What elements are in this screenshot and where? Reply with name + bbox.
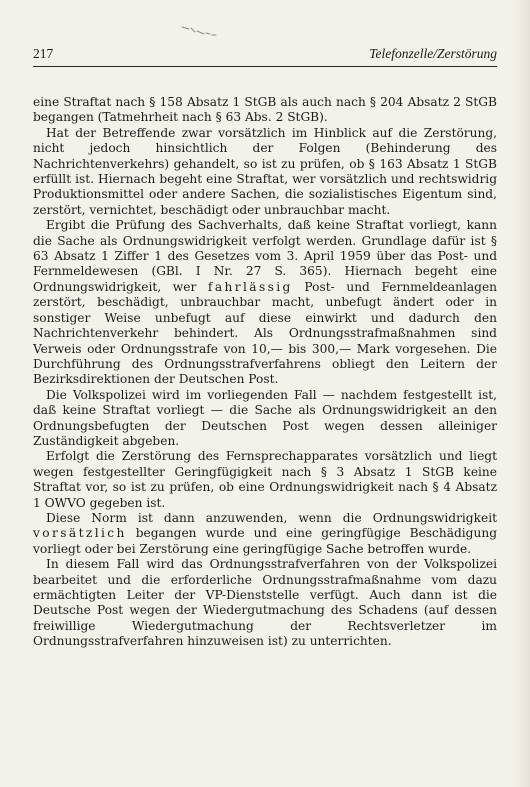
paragraph-3-text-a: Ergibt die Prüfung des Sachverhalts, daß keine Straftat vorliegt, kann die Sache als Ordnungswidrigkeit verfolgt werden. Grundlage dafür ist § 63 Absatz 1 Ziffer 1 des Gesetzes vom 3. April 1959 über das Post- und Fernmeldewesen (GBl. I Nr. 27 S. 365). Hiernach begeht eine Ordnungswidrigkeit, wer: [33, 218, 497, 294]
paragraph-7: [33, 557, 497, 649]
paragraph-1: [33, 95, 497, 126]
paragraph-6-text-b: begangen wurde und eine geringfügige Beschädigung vorliegt oder bei Zerstörung eine geringfügige Sache betroffen wurde.: [33, 526, 497, 556]
paragraph-2-text: Hat der Betreffende zwar vorsätzlich im Hinblick auf die Zerstörung, nicht jedoch hinsichtlich der Folgen (Behinderung des Nachrichtenverkehrs) gehandelt, so ist zu prüfen, ob § 163 Absatz 1 StGB erfüllt ist. Hiernach begeht eine Straftat, wer vorsätzlich und rechtswidrig Produktionsmittel oder andere Sachen, die sozialistisches Eigentum sind, zerstört, vernichtet, beschädigt oder unbrauchbar macht.: [33, 125, 497, 217]
emphasis-fahrlaessig: fahrlässig: [207, 279, 293, 294]
emphasis-vorsaetzlich: vorsätzlich: [33, 526, 127, 541]
paragraph-7-text: In diesem Fall wird das Ordnungsstrafverfahren von der Volkspolizei bearbeitet und die erforderliche Ordnungsstrafmaßnahme vom dazu ermächtigten Leiter der VP-Dienststelle verfügt. Auch dann ist die Deutsche Post wegen der Wiedergutmachung des Schadens (auf dessen freiwillige Wiedergutmachung der Rechtsverletzer im Ordnungsstrafverfahren hinzuweisen ist) zu unterrichten.: [33, 557, 497, 649]
page-number: 217: [33, 46, 54, 61]
paragraph-4-text: Die Volkspolizei wird im vorliegenden Fall — nachdem festgestellt ist, daß keine Straftat vorliegt — die Sache als Ordnungswidrigkeit an den Ordnungsbefugten der Deutschen Post wegen dessen alleiniger Zuständigkeit abgeben.: [33, 387, 497, 448]
body-text: [33, 95, 497, 650]
paragraph-5: [33, 449, 497, 511]
paragraph-5-text: Erfolgt die Zerstörung des Fernsprechapparates vorsätzlich und liegt wegen festgestellter Geringfügigkeit nach § 3 Absatz 1 StGB keine Straftat vor, so ist zu prüfen, ob eine Ordnungswidrigkeit nach § 4 Absatz 1 OWVO gegeben ist.: [33, 449, 497, 510]
paragraph-6: [33, 511, 497, 557]
ink-smudge: [180, 24, 222, 38]
running-title: Telefonzelle/Zerstörung: [369, 46, 497, 61]
page-edge-shadow: [512, 0, 530, 787]
paragraph-3: [33, 218, 497, 387]
page-header: [33, 46, 497, 67]
paragraph-6-text-a: Diese Norm ist dann anzuwenden, wenn die Ordnungswidrigkeit: [46, 510, 497, 525]
paragraph-3-text-b: Post- und Fernmeldeanlagen zerstört, beschädigt, unbrauchbar macht, unbefugt ändert oder in sonstiger Weise unbefugt auf diese einwirkt und dadurch den Nachrichtenverkehr behindert. Als Ordnungsstrafmaßnahmen sind Verweis oder Ordnungsstrafe von 10,— bis 300,— Mark vorgesehen. Die Durchführung des Ordnungsstrafverfahrens obliegt den Leitern der Bezirksdirektionen der Deutschen Post.: [33, 279, 498, 387]
paragraph-4: [33, 388, 497, 450]
paragraph-1-text: eine Straftat nach § 158 Absatz 1 StGB als auch nach § 204 Absatz 2 StGB begangen (Tatmehrheit nach § 63 Abs. 2 StGB).: [33, 95, 497, 125]
paragraph-2: [33, 126, 497, 218]
